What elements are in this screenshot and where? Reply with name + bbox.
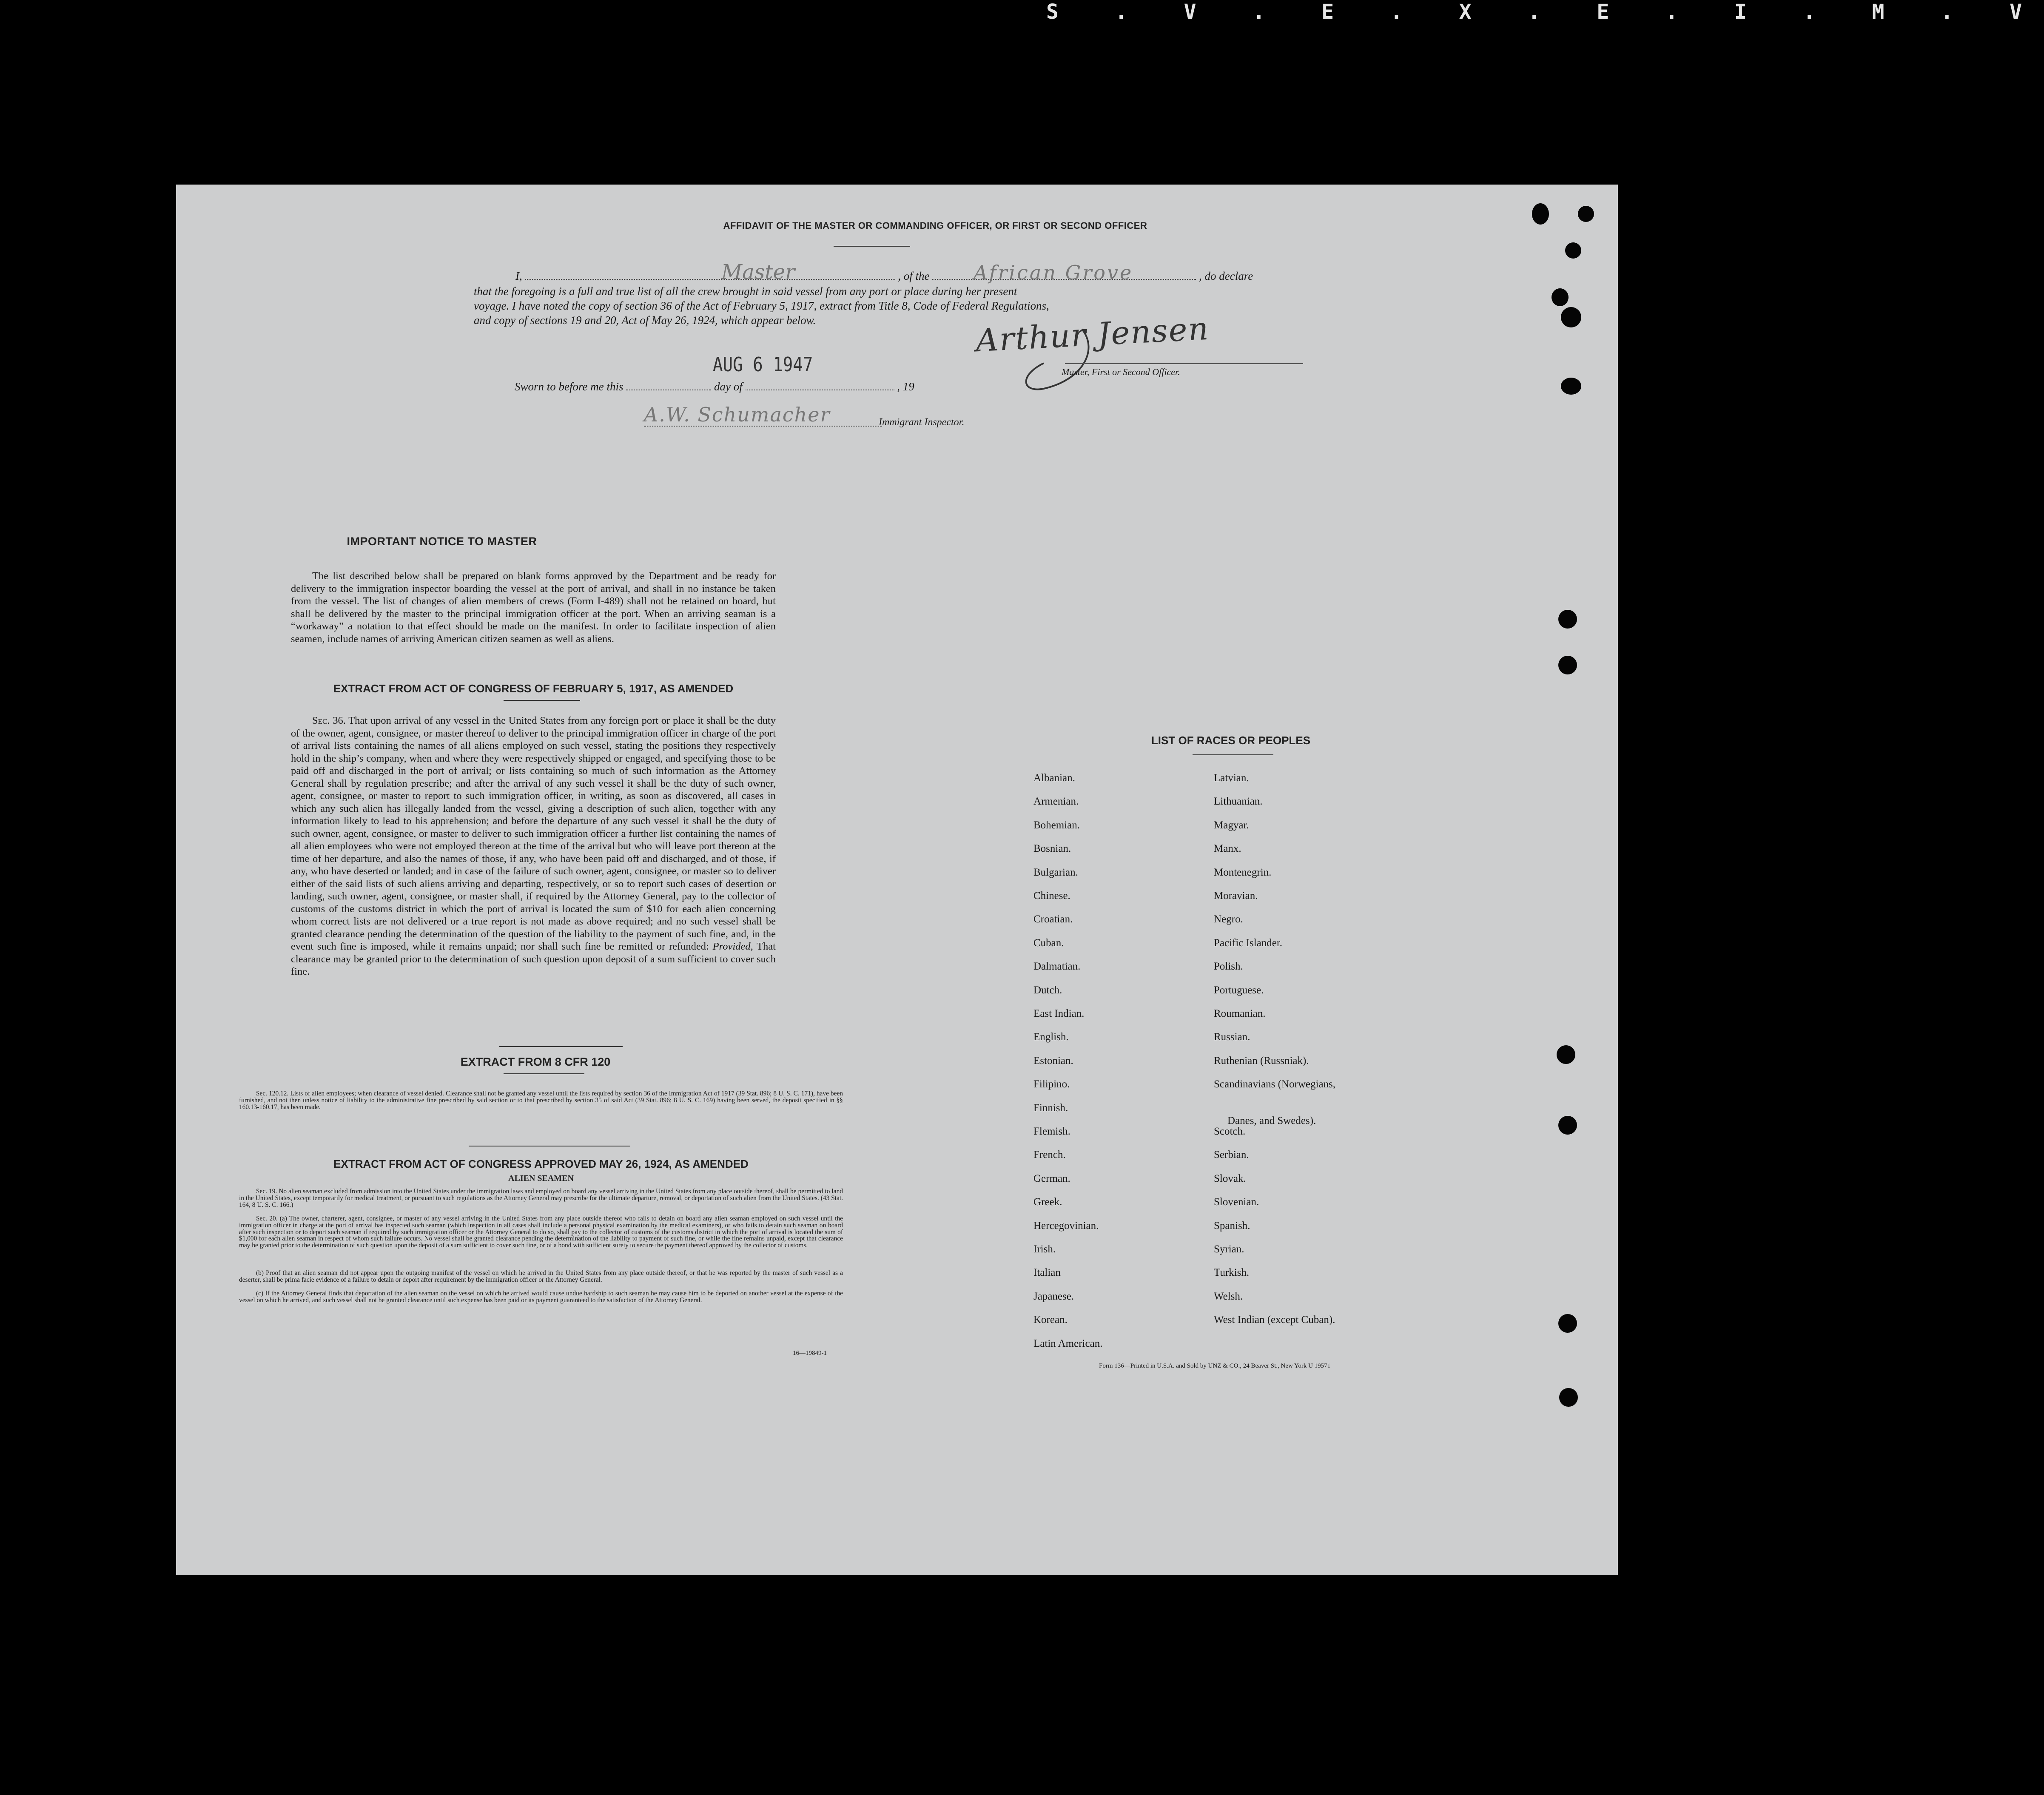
punch-hole <box>1561 307 1581 327</box>
handwritten-master-title: Master <box>721 260 795 284</box>
race-item: Portuguese. <box>1214 984 1264 996</box>
punch-hole <box>1558 610 1577 629</box>
extract-1924-sec19: Sec. 19. No alien seaman excluded from admission into the United States under the immigration laws and employed on board any vessel arriving in the United States from any place outside thereof, shall be permitted to land in the United States, except temporarily for medical treatment, or pursuant to such regulations as the Attorney General may prescribe for the ultimate departure, removal, or deportation of such alien from the United States. (43 Stat. 164, 8 U. S. C. 166.) <box>239 1188 843 1209</box>
race-item: Latin American. <box>1033 1337 1103 1349</box>
race-item: Manx. <box>1214 843 1241 855</box>
race-item: Estonian. <box>1033 1055 1073 1067</box>
race-item: Roumanian. <box>1214 1008 1266 1019</box>
punch-hole <box>1578 206 1594 222</box>
race-item: Negro. <box>1214 913 1243 925</box>
race-item: Bosnian. <box>1033 843 1071 855</box>
extract-1924-subtitle: ALIEN SEAMEN <box>508 1174 574 1183</box>
extract-1917-sec-label: Sec. 36. <box>312 715 346 726</box>
race-item: Montenegrin. <box>1214 866 1272 878</box>
day-of-label: day of <box>714 380 743 393</box>
race-item: Croatian. <box>1033 913 1073 925</box>
form-footer: Form 136—Printed in U.S.A. and Sold by UNZ & CO., 24 Beaver St., New York U 19571 <box>1099 1363 1331 1369</box>
race-item: Greek. <box>1033 1196 1062 1208</box>
race-item: Irish. <box>1033 1243 1056 1255</box>
extract-1924-form-code: 16—19849-1 <box>793 1350 827 1357</box>
sworn-line <box>515 380 914 393</box>
affidavit-line-4: and copy of sections 19 and 20, Act of May 26, 1924, which appear below. <box>474 314 816 327</box>
sworn-label: Sworn to before me this <box>515 380 623 393</box>
race-item: Danes, and Swedes). <box>1227 1115 1316 1126</box>
master-signature-caption: Master, First or Second Officer. <box>1062 367 1180 377</box>
punch-hole <box>1552 288 1569 306</box>
race-item: German. <box>1033 1172 1070 1184</box>
race-item: French. <box>1033 1149 1066 1161</box>
master-title-field <box>525 270 895 280</box>
date-stamp: AUG 6 1947 <box>713 353 813 376</box>
race-item: Bulgarian. <box>1033 866 1078 878</box>
race-item: Magyar. <box>1214 819 1249 831</box>
inspector-signature: A.W. Schumacher <box>644 403 831 426</box>
affidavit-title: AFFIDAVIT OF THE MASTER OR COMMANDING OFFICER, OR FIRST OR SECOND OFFICER <box>723 220 1147 231</box>
race-item: Welsh. <box>1214 1290 1243 1302</box>
punch-hole <box>1558 1314 1577 1333</box>
race-item: Spanish. <box>1214 1220 1250 1232</box>
handwritten-vessel-name: African Grove <box>974 261 1133 284</box>
do-declare-label: , do declare <box>1199 270 1253 282</box>
inspector-caption: Immigrant Inspector. <box>879 417 965 428</box>
race-item: Dutch. <box>1033 984 1062 996</box>
extract-1924-sec20a: Sec. 20. (a) The owner, charterer, agent, consignee, or master of any vessel arriving in the United States from any place outside thereof who fails to detain on board any alien seaman employed on such vessel until the immigration officer in charge at the port of arrival has inspected such seaman (which inspection in all cases shall include a personal physical examination by the medical examiners), or who fails to detain such seaman on board after such inspection or to deport such seaman if required by such immigration officer or the Attorney General to do so, shall pay to the collector of customs of the customs district in which the port of arrival is located the sum of $1,000 for each alien seaman in respect of whom such failure occurs. No vessel shall be granted clearance pending the determination of the liability to payment of such fine, or while the fine remains unpaid, except that clearance may be granted prior to the determination of such question upon the deposit of a sum sufficient to cover such fine, or of a bond with sufficient surety to secure the payment thereof approved by the collector of customs. <box>239 1215 843 1249</box>
race-item: Chinese. <box>1033 890 1070 902</box>
affidavit-title-rule <box>834 246 910 247</box>
extract-1924-sec20b: (b) Proof that an alien seaman did not appear upon the outgoing manifest of the vessel on which he arrived in the United States from any place outside thereof, or that he was reported by the master of such vessel as a deserter, shall be prima facie evidence of a failure to detain or deport after requirement by the immigration officer or the Attorney General. <box>239 1269 843 1283</box>
punch-hole <box>1559 1388 1578 1407</box>
extract-cfr-rule <box>504 1073 584 1074</box>
sworn-month-field <box>746 381 894 390</box>
film-edge-markings: S . V . E . X . E . I . M . V <box>1046 0 2044 24</box>
punch-hole <box>1561 378 1581 395</box>
race-item: Latvian. <box>1214 772 1249 784</box>
master-signature-rule <box>1065 363 1303 364</box>
extract-1917-end-rule <box>499 1046 623 1047</box>
signature-flourish <box>1018 325 1103 397</box>
race-item: Albanian. <box>1033 772 1075 784</box>
affidavit-line-2: that the foregoing is a full and true list of all the crew brought in said vessel from any port or place during her present <box>474 285 1017 298</box>
notice-title: IMPORTANT NOTICE TO MASTER <box>347 535 537 548</box>
affidavit-i-label: I, <box>515 270 522 282</box>
race-item: Armenian. <box>1033 796 1079 808</box>
race-item: English. <box>1033 1031 1069 1043</box>
race-item: Slovenian. <box>1214 1196 1259 1208</box>
inspector-signature-line <box>644 426 882 427</box>
race-item: Japanese. <box>1033 1290 1074 1302</box>
punch-hole <box>1565 242 1581 259</box>
race-item: Flemish. <box>1033 1126 1070 1137</box>
extract-1917-text-end: That clearance may be granted prior to the determination of such question upon deposit of a sum sufficient to cover such fine. <box>291 941 776 977</box>
extract-1917-provided: Provided, <box>712 941 753 952</box>
extract-1917-rule <box>504 700 580 701</box>
extract-1924-title: EXTRACT FROM ACT OF CONGRESS APPROVED MAY 26, 1924, AS AMENDED <box>333 1158 749 1170</box>
race-item: Italian <box>1033 1267 1061 1279</box>
sworn-day-field <box>626 381 711 390</box>
race-item: Turkish. <box>1214 1267 1250 1279</box>
punch-hole <box>1558 656 1577 674</box>
races-title: LIST OF RACES OR PEOPLES <box>1151 734 1311 747</box>
extract-1924-sec20c: (c) If the Attorney General finds that deportation of the alien seaman on the vessel on which he arrived would cause undue hardship to such seaman he may cause him to be deported on another vessel at the expense of the vessel on which he arrived, and such vessel shall not be granted clearance until such expense has been paid or its payment guaranteed to the satisfaction of the Attorney General. <box>239 1290 843 1304</box>
punch-hole <box>1558 1116 1577 1135</box>
race-item: Finnish. <box>1033 1102 1068 1114</box>
race-item: Ruthenian (Russniak). <box>1214 1055 1309 1067</box>
race-item: Cuban. <box>1033 937 1064 949</box>
year-prefix-label: , 19 <box>897 380 914 393</box>
race-item: Slovak. <box>1214 1172 1246 1184</box>
race-item: Bohemian. <box>1033 819 1080 831</box>
extract-cfr-body: Sec. 120.12. Lists of alien employees; when clearance of vessel denied. Clearance shall not be granted any vessel until the lists required by section 36 of the Immigration Act of 1917 (39 Stat. 896; 8 U. S. C. 171), have been furnished, and not then unless notice of liability to the administrative fine prescribed by said section or to that prescribed by section 35 of said Act (39 Stat. 896; 8 U. S. C. 169) having been served, the deposit specified in §§ 160.13-160.17, has been made. <box>239 1090 843 1111</box>
extract-1917-text: That upon arrival of any vessel in the United States from any foreign port or place it shall be the duty of the owner, agent, consignee, or master thereof to deliver to the principal immigration officer in charge of the port of arrival lists containing the names of all aliens employed on such vessel, stating the positions they respectively hold in the ship’s company, when and where they were respectively shipped or engaged, and specifying those to be paid off and discharged in the port of arrival; or lists containing so much of such information as the Attorney General shall by regulation prescribe; and after the arrival of any such vessel it shall be the duty of such owner, agent, consignee, or master to report to such immigration officer, in writing, as soon as discovered, all cases in which any such alien has illegally landed from the vessel, giving a description of such alien, together with any information likely to lead to his apprehension; and before the departure of any such vessel it shall be the duty of such owner, agent, consignee, or master to deliver to such immigration officer a further list containing the names of all alien employees who were not employed thereon at the time of the arrival but who will leave port thereon at the time of her departure, and also the names of those, if any, who have been paid off and discharged, and of those, if any, who have deserted or landed; and in case of the failure of such owner, agent, consignee, or master so to deliver either of the said lists of such aliens arriving and departing, respectively, or so to report such cases of desertion or landing, such owner, agent, consignee, or master shall, if required by the Attorney General, pay to the collector of customs of the customs district in which the port of arrival is located the sum of $10 for each alien concerning whom correct lists are not delivered or a true report is not made as above required; and no such vessel shall be granted clearance pending the determination of the question of the liability to the payment of such fine, and, in the event such fine is imposed, while it remains unpaid; nor shall such fine be remitted or refunded: <box>291 715 776 952</box>
race-item: East Indian. <box>1033 1008 1085 1019</box>
document-page <box>176 185 1618 1575</box>
race-item: Polish. <box>1214 961 1243 973</box>
extract-1917-title: EXTRACT FROM ACT OF CONGRESS OF FEBRUARY 5, 1917, AS AMENDED <box>333 682 734 695</box>
races-title-rule <box>1193 754 1273 755</box>
race-item: Scotch. <box>1214 1126 1246 1137</box>
race-item: Korean. <box>1033 1314 1068 1326</box>
notice-body: The list described below shall be prepared on blank forms approved by the Department and be ready for delivery to the immigration inspector boarding the vessel at the port of arrival, and shall in no instance be taken from the vessel. The list of changes of alien members of crews (Form I-489) shall not be retained on board, but shall be delivered by the master to the principal immigration officer at the port. When an arriving seaman is a “workaway” a notation to that effect should be made on the manifest. In order to facilitate inspection of alien seamen, include names of arriving American citizen seamen as well as aliens. <box>291 570 776 645</box>
race-item: Syrian. <box>1214 1243 1244 1255</box>
race-item: West Indian (except Cuban). <box>1214 1314 1335 1326</box>
race-item: Pacific Islander. <box>1214 937 1283 949</box>
race-item: Scandinavians (Norwegians, <box>1214 1078 1336 1090</box>
race-item: Dalmatian. <box>1033 961 1081 973</box>
race-item: Moravian. <box>1214 890 1258 902</box>
punch-hole <box>1557 1045 1575 1064</box>
race-item: Russian. <box>1214 1031 1250 1043</box>
race-item: Lithuanian. <box>1214 796 1263 808</box>
extract-cfr-title: EXTRACT FROM 8 CFR 120 <box>460 1055 611 1068</box>
race-item: Hercegovinian. <box>1033 1220 1099 1232</box>
master-signature: Arthur Jensen <box>975 310 1210 359</box>
of-the-label: , of the <box>898 270 930 282</box>
affidavit-line-3: voyage. I have noted the copy of section 36 of the Act of February 5, 1917, extract from Title 8, Code of Federal Regulations, <box>474 299 1049 312</box>
extract-1917-body <box>291 714 776 978</box>
race-item: Filipino. <box>1033 1078 1070 1090</box>
race-item: Serbian. <box>1214 1149 1249 1161</box>
